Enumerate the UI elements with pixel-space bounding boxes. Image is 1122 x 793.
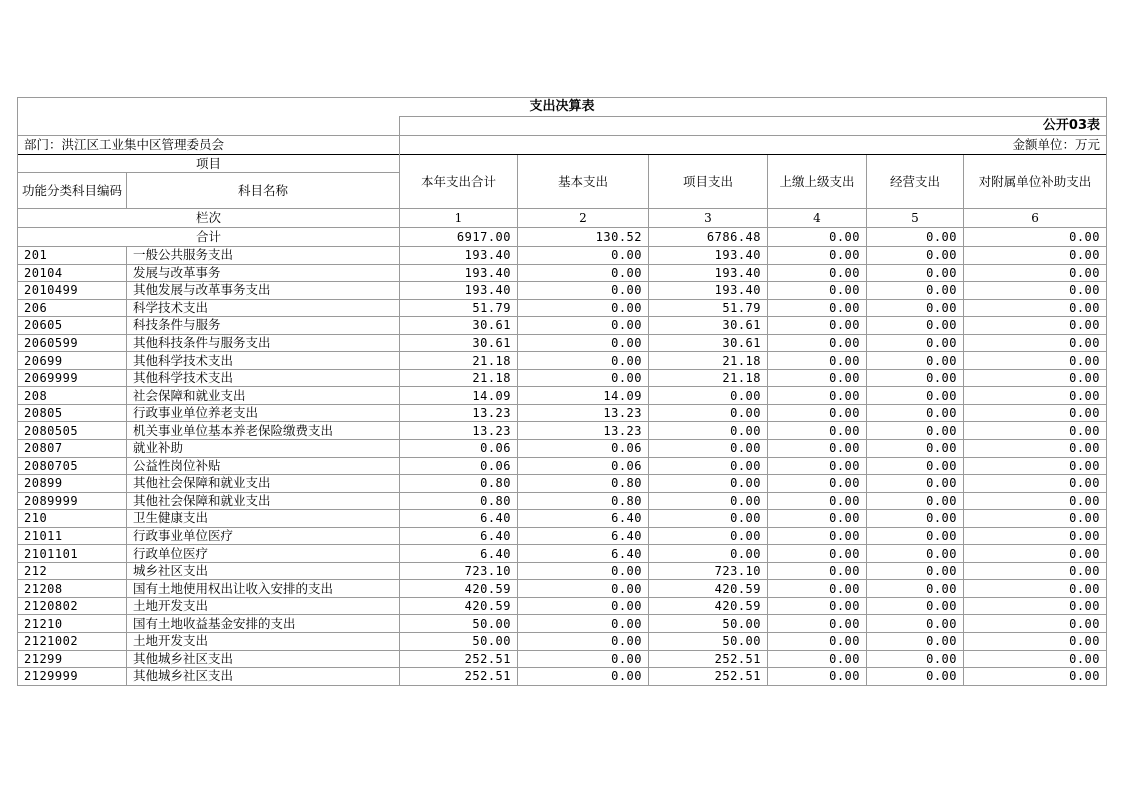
amount-cell: 252.51 <box>649 650 768 668</box>
table-row <box>18 475 1107 493</box>
amount-cell: 0.00 <box>964 247 1107 265</box>
table-row <box>18 317 1107 335</box>
amount-cell: 0.00 <box>768 545 867 563</box>
amount-cell: 0.00 <box>768 475 867 493</box>
subject-code: 2069999 <box>18 369 127 387</box>
subject-name: 社会保障和就业支出 <box>127 387 400 405</box>
amount-cell: 0.00 <box>867 633 964 651</box>
amount-cell: 252.51 <box>400 668 518 686</box>
amount-cell: 0.00 <box>964 597 1107 615</box>
header-col2: 基本支出 <box>518 155 649 209</box>
amount-cell: 6.40 <box>400 527 518 545</box>
subject-code: 206 <box>18 299 127 317</box>
subject-code: 20807 <box>18 440 127 458</box>
header-col3: 项目支出 <box>649 155 768 209</box>
amount-cell: 50.00 <box>400 615 518 633</box>
subject-code: 2089999 <box>18 492 127 510</box>
amount-cell: 0.00 <box>768 369 867 387</box>
header-name: 科目名称 <box>127 173 400 209</box>
amount-cell: 0.00 <box>518 597 649 615</box>
table-row <box>18 510 1107 528</box>
amount-cell: 0.00 <box>964 475 1107 493</box>
subject-code: 21299 <box>18 650 127 668</box>
table-row <box>18 264 1107 282</box>
subject-code: 21208 <box>18 580 127 598</box>
amount-cell: 0.00 <box>518 369 649 387</box>
expenditure-table <box>17 97 1107 686</box>
amount-cell: 0.00 <box>867 422 964 440</box>
amount-cell: 30.61 <box>400 334 518 352</box>
amount-cell: 0.00 <box>518 247 649 265</box>
amount-cell: 0.00 <box>964 317 1107 335</box>
amount-cell: 0.00 <box>768 668 867 686</box>
unit-label: 金额单位：万元 <box>400 136 1107 155</box>
amount-cell: 0.00 <box>867 299 964 317</box>
column-index: 4 <box>768 209 867 228</box>
amount-cell: 0.00 <box>768 597 867 615</box>
total-value: 0.00 <box>964 228 1107 247</box>
amount-cell: 0.00 <box>768 615 867 633</box>
amount-cell: 0.00 <box>867 527 964 545</box>
amount-cell: 0.00 <box>867 562 964 580</box>
amount-cell: 0.00 <box>964 492 1107 510</box>
amount-cell: 193.40 <box>649 247 768 265</box>
amount-cell: 0.00 <box>649 475 768 493</box>
amount-cell: 30.61 <box>400 317 518 335</box>
amount-cell: 723.10 <box>400 562 518 580</box>
amount-cell: 0.00 <box>649 527 768 545</box>
subject-name: 城乡社区支出 <box>127 562 400 580</box>
amount-cell: 0.00 <box>964 650 1107 668</box>
subject-name: 国有土地使用权出让收入安排的支出 <box>127 580 400 598</box>
amount-cell: 0.00 <box>768 247 867 265</box>
amount-cell: 0.00 <box>768 633 867 651</box>
subject-name: 行政事业单位医疗 <box>127 527 400 545</box>
amount-cell: 0.00 <box>768 387 867 405</box>
amount-cell: 420.59 <box>649 580 768 598</box>
amount-cell: 0.00 <box>768 317 867 335</box>
amount-cell: 50.00 <box>649 615 768 633</box>
amount-cell: 21.18 <box>400 369 518 387</box>
amount-cell: 0.00 <box>867 615 964 633</box>
amount-cell: 51.79 <box>649 299 768 317</box>
amount-cell: 0.00 <box>867 545 964 563</box>
subject-name: 卫生健康支出 <box>127 510 400 528</box>
column-index: 5 <box>867 209 964 228</box>
amount-cell: 0.00 <box>964 527 1107 545</box>
amount-cell: 0.00 <box>964 422 1107 440</box>
total-value: 6917.00 <box>400 228 518 247</box>
subject-code: 2080505 <box>18 422 127 440</box>
amount-cell: 0.00 <box>768 650 867 668</box>
table-row <box>18 440 1107 458</box>
amount-cell: 0.00 <box>649 545 768 563</box>
column-index: 2 <box>518 209 649 228</box>
amount-cell: 193.40 <box>400 247 518 265</box>
amount-cell: 0.00 <box>964 580 1107 598</box>
subject-name: 其他城乡社区支出 <box>127 650 400 668</box>
subject-name: 行政事业单位养老支出 <box>127 404 400 422</box>
subject-code: 2101101 <box>18 545 127 563</box>
table-row <box>18 247 1107 265</box>
amount-cell: 0.00 <box>518 633 649 651</box>
amount-cell: 50.00 <box>400 633 518 651</box>
amount-cell: 51.79 <box>400 299 518 317</box>
table-row <box>18 369 1107 387</box>
subject-name: 其他科技条件与服务支出 <box>127 334 400 352</box>
amount-cell: 13.23 <box>400 422 518 440</box>
table-row <box>18 457 1107 475</box>
amount-cell: 0.00 <box>964 668 1107 686</box>
amount-cell: 0.00 <box>964 282 1107 300</box>
amount-cell: 0.00 <box>768 580 867 598</box>
amount-cell: 0.00 <box>964 510 1107 528</box>
amount-cell: 0.00 <box>964 615 1107 633</box>
subject-name: 就业补助 <box>127 440 400 458</box>
subject-name: 科学技术支出 <box>127 299 400 317</box>
amount-cell: 14.09 <box>400 387 518 405</box>
amount-cell: 420.59 <box>400 580 518 598</box>
amount-cell: 0.00 <box>964 299 1107 317</box>
amount-cell: 0.00 <box>964 369 1107 387</box>
amount-cell: 0.00 <box>768 562 867 580</box>
amount-cell: 0.00 <box>867 317 964 335</box>
amount-cell: 0.00 <box>768 299 867 317</box>
amount-cell: 0.00 <box>649 457 768 475</box>
amount-cell: 0.06 <box>400 440 518 458</box>
column-index: 6 <box>964 209 1107 228</box>
amount-cell: 0.00 <box>768 440 867 458</box>
amount-cell: 14.09 <box>518 387 649 405</box>
amount-cell: 0.00 <box>867 580 964 598</box>
amount-cell: 0.06 <box>518 440 649 458</box>
subject-code: 2060599 <box>18 334 127 352</box>
amount-cell: 0.00 <box>768 264 867 282</box>
amount-cell: 0.00 <box>518 650 649 668</box>
amount-cell: 0.00 <box>518 264 649 282</box>
amount-cell: 13.23 <box>518 422 649 440</box>
amount-cell: 0.00 <box>867 668 964 686</box>
subject-name: 发展与改革事务 <box>127 264 400 282</box>
amount-cell: 0.00 <box>518 299 649 317</box>
amount-cell: 30.61 <box>649 317 768 335</box>
column-index: 1 <box>400 209 518 228</box>
subject-code: 208 <box>18 387 127 405</box>
amount-cell: 0.00 <box>768 492 867 510</box>
amount-cell: 0.00 <box>964 562 1107 580</box>
amount-cell: 0.00 <box>649 404 768 422</box>
table-row <box>18 387 1107 405</box>
amount-cell: 0.00 <box>867 597 964 615</box>
table-row <box>18 527 1107 545</box>
amount-cell: 0.06 <box>400 457 518 475</box>
amount-cell: 0.00 <box>964 264 1107 282</box>
table-title: 支出决算表 <box>18 98 1107 117</box>
subject-name: 一般公共服务支出 <box>127 247 400 265</box>
amount-cell: 6.40 <box>400 545 518 563</box>
amount-cell: 0.00 <box>867 457 964 475</box>
header-col4: 上缴上级支出 <box>768 155 867 209</box>
amount-cell: 193.40 <box>649 282 768 300</box>
amount-cell: 0.00 <box>964 387 1107 405</box>
column-index: 3 <box>649 209 768 228</box>
subject-code: 21011 <box>18 527 127 545</box>
subject-name: 公益性岗位补贴 <box>127 457 400 475</box>
subject-name: 其他社会保障和就业支出 <box>127 492 400 510</box>
amount-cell: 21.18 <box>649 369 768 387</box>
subject-code: 2010499 <box>18 282 127 300</box>
amount-cell: 0.00 <box>768 334 867 352</box>
table-number: 公开03表 <box>400 117 1107 136</box>
amount-cell: 0.00 <box>768 510 867 528</box>
amount-cell: 0.00 <box>867 404 964 422</box>
amount-cell: 723.10 <box>649 562 768 580</box>
amount-cell: 0.00 <box>518 562 649 580</box>
total-value: 130.52 <box>518 228 649 247</box>
amount-cell: 13.23 <box>400 404 518 422</box>
header-item: 项目 <box>18 155 400 173</box>
amount-cell: 0.00 <box>964 404 1107 422</box>
table-row <box>18 352 1107 370</box>
subject-code: 21210 <box>18 615 127 633</box>
table-row <box>18 597 1107 615</box>
amount-cell: 0.00 <box>964 334 1107 352</box>
amount-cell: 0.00 <box>867 492 964 510</box>
amount-cell: 0.00 <box>867 387 964 405</box>
total-value: 0.00 <box>867 228 964 247</box>
amount-cell: 0.00 <box>867 264 964 282</box>
subject-name: 其他城乡社区支出 <box>127 668 400 686</box>
header-col5: 经营支出 <box>867 155 964 209</box>
table-row <box>18 668 1107 686</box>
amount-cell: 0.00 <box>867 247 964 265</box>
header-code: 功能分类科目编码 <box>18 173 127 209</box>
amount-cell: 0.00 <box>768 404 867 422</box>
subject-name: 国有土地收益基金安排的支出 <box>127 615 400 633</box>
subject-code: 20805 <box>18 404 127 422</box>
amount-cell: 0.00 <box>518 615 649 633</box>
amount-cell: 0.00 <box>867 282 964 300</box>
table-row <box>18 404 1107 422</box>
table-row <box>18 580 1107 598</box>
amount-cell: 0.00 <box>768 457 867 475</box>
amount-cell: 0.00 <box>964 545 1107 563</box>
subject-code: 20899 <box>18 475 127 493</box>
amount-cell: 252.51 <box>649 668 768 686</box>
amount-cell: 6.40 <box>518 510 649 528</box>
department-label: 部门：洪江区工业集中区管理委员会 <box>18 136 400 155</box>
amount-cell: 193.40 <box>400 282 518 300</box>
amount-cell: 193.40 <box>400 264 518 282</box>
total-label: 合计 <box>18 228 400 247</box>
expenditure-statement <box>17 97 1106 686</box>
table-row <box>18 299 1107 317</box>
amount-cell: 252.51 <box>400 650 518 668</box>
amount-cell: 0.80 <box>400 492 518 510</box>
table-row <box>18 615 1107 633</box>
table-row <box>18 334 1107 352</box>
amount-cell: 0.00 <box>518 334 649 352</box>
table-row <box>18 282 1107 300</box>
subject-code: 2080705 <box>18 457 127 475</box>
amount-cell: 0.00 <box>867 440 964 458</box>
amount-cell: 0.00 <box>768 422 867 440</box>
subject-code: 2129999 <box>18 668 127 686</box>
amount-cell: 0.00 <box>518 352 649 370</box>
header-col6: 对附属单位补助支出 <box>964 155 1107 209</box>
amount-cell: 50.00 <box>649 633 768 651</box>
amount-cell: 0.00 <box>768 282 867 300</box>
table-row <box>18 562 1107 580</box>
amount-cell: 0.80 <box>400 475 518 493</box>
table-row <box>18 633 1107 651</box>
amount-cell: 0.00 <box>768 352 867 370</box>
subject-code: 2121002 <box>18 633 127 651</box>
subject-name: 机关事业单位基本养老保险缴费支出 <box>127 422 400 440</box>
subject-name: 其他科学技术支出 <box>127 352 400 370</box>
amount-cell: 21.18 <box>400 352 518 370</box>
subject-name: 其他科学技术支出 <box>127 369 400 387</box>
amount-cell: 0.00 <box>964 352 1107 370</box>
amount-cell: 0.80 <box>518 492 649 510</box>
amount-cell: 0.00 <box>518 580 649 598</box>
amount-cell: 30.61 <box>649 334 768 352</box>
subject-name: 土地开发支出 <box>127 597 400 615</box>
subject-code: 20104 <box>18 264 127 282</box>
amount-cell: 0.00 <box>649 422 768 440</box>
amount-cell: 193.40 <box>649 264 768 282</box>
amount-cell: 0.00 <box>867 334 964 352</box>
total-value: 0.00 <box>768 228 867 247</box>
amount-cell: 0.00 <box>964 457 1107 475</box>
subject-name: 土地开发支出 <box>127 633 400 651</box>
amount-cell: 0.00 <box>867 369 964 387</box>
table-row <box>18 650 1107 668</box>
amount-cell: 420.59 <box>649 597 768 615</box>
subject-code: 210 <box>18 510 127 528</box>
subject-code: 20605 <box>18 317 127 335</box>
table-row <box>18 422 1107 440</box>
amount-cell: 0.00 <box>649 387 768 405</box>
subject-name: 科技条件与服务 <box>127 317 400 335</box>
table-row <box>18 545 1107 563</box>
subject-code: 20699 <box>18 352 127 370</box>
amount-cell: 0.00 <box>964 440 1107 458</box>
total-value: 6786.48 <box>649 228 768 247</box>
amount-cell: 0.00 <box>768 527 867 545</box>
amount-cell: 13.23 <box>518 404 649 422</box>
subject-code: 201 <box>18 247 127 265</box>
amount-cell: 0.00 <box>867 650 964 668</box>
subject-name: 其他发展与改革事务支出 <box>127 282 400 300</box>
amount-cell: 0.00 <box>518 282 649 300</box>
amount-cell: 0.80 <box>518 475 649 493</box>
amount-cell: 0.00 <box>867 352 964 370</box>
subject-name: 其他社会保障和就业支出 <box>127 475 400 493</box>
amount-cell: 0.06 <box>518 457 649 475</box>
amount-cell: 420.59 <box>400 597 518 615</box>
amount-cell: 0.00 <box>649 510 768 528</box>
subject-code: 2120802 <box>18 597 127 615</box>
amount-cell: 0.00 <box>518 317 649 335</box>
table-row <box>18 492 1107 510</box>
subject-code: 212 <box>18 562 127 580</box>
amount-cell: 0.00 <box>964 633 1107 651</box>
amount-cell: 0.00 <box>867 510 964 528</box>
column-index-label: 栏次 <box>18 209 400 228</box>
subject-name: 行政单位医疗 <box>127 545 400 563</box>
amount-cell: 0.00 <box>867 475 964 493</box>
amount-cell: 6.40 <box>400 510 518 528</box>
amount-cell: 6.40 <box>518 527 649 545</box>
amount-cell: 0.00 <box>649 492 768 510</box>
amount-cell: 0.00 <box>518 668 649 686</box>
header-col1: 本年支出合计 <box>400 155 518 209</box>
amount-cell: 6.40 <box>518 545 649 563</box>
amount-cell: 21.18 <box>649 352 768 370</box>
amount-cell: 0.00 <box>649 440 768 458</box>
